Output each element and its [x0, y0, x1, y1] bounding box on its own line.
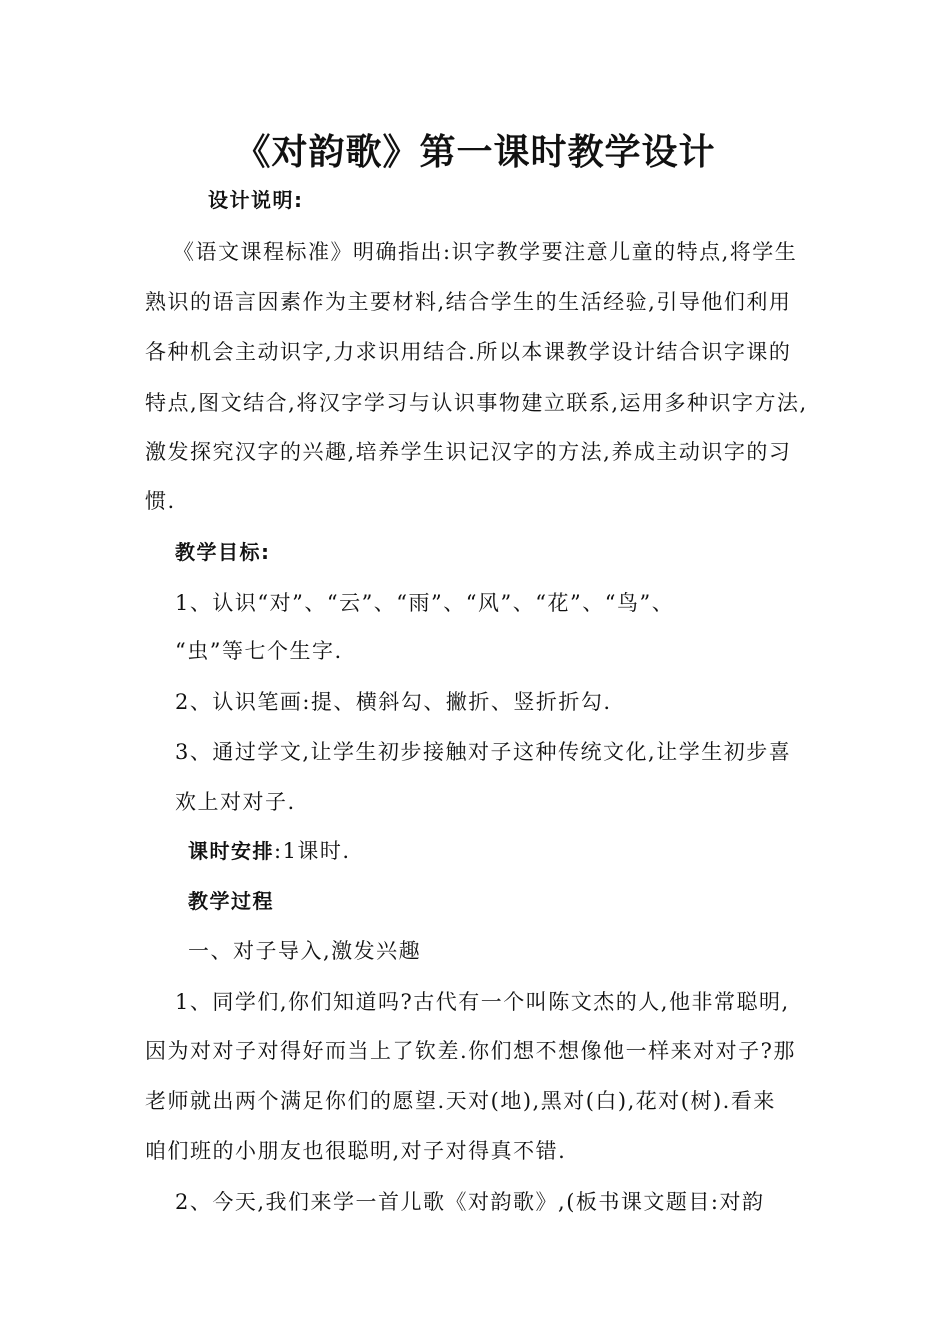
goal-line-4: 3、通过学文,让学生初步接触对子这种传统文化,让学生初步喜: [175, 740, 792, 764]
goal-line-5: 欢上对对子.: [175, 790, 296, 814]
goal-line-3: 2、认识笔画:提、横斜勾、撇折、竖折折勾.: [175, 690, 612, 714]
goals-heading: 教学目标:: [175, 540, 271, 564]
body-line-2: 因为对对子对得好而当上了钦差.你们想不想像他一样来对对子?那: [145, 1039, 796, 1063]
design-line-1: 《语文课程标准》明确指出:识字教学要注意儿童的特点,将学生: [173, 240, 798, 264]
schedule-line: [188, 837, 351, 865]
page-title: 《对韵歌》第一课时教学设计: [234, 132, 716, 173]
goal-line-1: 1、认识“对”、“云”、“雨”、“风”、“花”、“鸟”、: [175, 591, 675, 615]
schedule-value: :1课时.: [274, 839, 351, 863]
body-line-5: 2、今天,我们来学一首儿歌《对韵歌》,(板书课文题目:对韵: [175, 1190, 765, 1214]
body-line-1: 1、同学们,你们知道吗?古代有一个叫陈文杰的人,他非常聪明,: [175, 990, 790, 1014]
goal-line-2: “虫”等七个生字.: [175, 639, 343, 663]
body-line-4: 咱们班的小朋友也很聪明,对子对得真不错.: [145, 1139, 567, 1163]
section-1-heading: 一、对子导入,激发兴趣: [188, 939, 422, 963]
design-line-2: 熟识的语言因素作为主要材料,结合学生的生活经验,引导他们利用: [145, 290, 792, 314]
process-heading: 教学过程: [188, 889, 274, 913]
design-line-5: 激发探究汉字的兴趣,培养学生识记汉字的方法,养成主动识字的习: [145, 440, 792, 464]
body-line-3: 老师就出两个满足你们的愿望.天对(地),黑对(白),花对(树).看来: [145, 1089, 776, 1113]
design-heading: 设计说明:: [208, 188, 304, 212]
design-line-3: 各种机会主动识字,力求识用结合.所以本课教学设计结合识字课的: [145, 340, 792, 364]
schedule-label: 课时安排: [188, 839, 274, 863]
design-line-4: 特点,图文结合,将汉字学习与认识事物建立联系,运用多种识字方法,: [145, 391, 808, 415]
design-line-6: 惯.: [145, 489, 176, 513]
